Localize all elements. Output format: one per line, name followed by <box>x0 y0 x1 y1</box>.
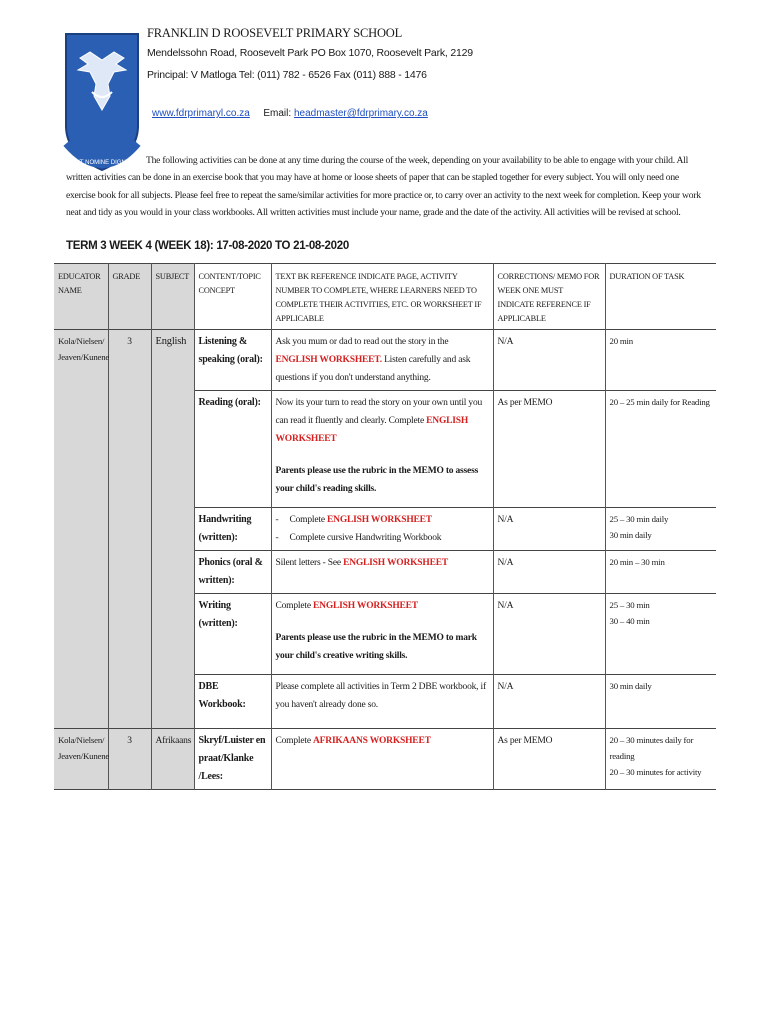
text-dbe: Please complete all activities in Term 2 DBE workbook, if you haven't already done so. <box>271 675 493 729</box>
email-label: Email: <box>263 108 292 119</box>
duration-handwriting: 25 – 30 min daily 30 min daily <box>605 508 716 551</box>
school-address: Mendelssohn Road, Roosevelt Park PO Box 1070, Roosevelt Park, 2129 <box>147 47 473 59</box>
header-topic: CONTENT/TOPIC CONCEPT <box>194 264 271 330</box>
memo-listening: N/A <box>493 330 605 391</box>
topic-phonics: Phonics (oral & written): <box>194 551 271 594</box>
topic-listening: Listening & speaking (oral): <box>194 330 271 391</box>
topic-writing: Writing (written): <box>194 594 271 675</box>
topic-dbe: DBE Workbook: <box>194 675 271 729</box>
worksheet-ref: AFRIKAANS WORKSHEET <box>313 736 431 746</box>
topic-reading: Reading (oral): <box>194 391 271 508</box>
english-grade: 3 <box>108 330 151 729</box>
header-subject: SUBJECT <box>151 264 194 330</box>
afrikaans-subject: Afrikaans <box>151 729 194 790</box>
header-text: TEXT BK REFERENCE INDICATE PAGE, ACTIVITY NUMBER TO COMPLETE, WHERE LEARNERS NEED TO COMPLETE THEIR ACTIVITIES, ETC. OR WORKSHEET IF APPLICABLE <box>271 264 493 330</box>
topic-handwriting: Handwriting (written): <box>194 508 271 551</box>
text-writing: Complete ENGLISH WORKSHEET Parents please use the rubric in the MEMO to mark your child's creative writing skills. <box>271 594 493 675</box>
duration-listening: 20 min <box>605 330 716 391</box>
worksheet-ref: ENGLISH WORKSHEET <box>313 601 418 611</box>
text-reading: Now its your turn to read the story on your own until you can read it fluently and clearly. Complete ENGLISH WORKSHEET Parents please use the rubric in the MEMO to assess your child's reading skills. <box>271 391 493 508</box>
text-handwriting: - Complete ENGLISH WORKSHEET - Complete cursive Handwriting Workbook <box>271 508 493 551</box>
memo-phonics: N/A <box>493 551 605 594</box>
worksheet-ref: ENGLISH WORKSHEET <box>343 558 448 568</box>
text-listening: Ask you mum or dad to read out the story in the ENGLISH WORKSHEET. Listen carefully and ask questions if you don't understand anything. <box>271 330 493 391</box>
header-duration: DURATION OF TASK <box>605 264 716 330</box>
table-row <box>54 330 716 391</box>
principal-contact: Principal: V Matloga Tel: (011) 782 - 6526 Fax (011) 888 - 1476 <box>147 69 427 81</box>
crest-motto: SIT NOMINE DIGNA <box>74 160 130 166</box>
memo-writing: N/A <box>493 594 605 675</box>
table-row <box>54 729 716 790</box>
worksheet-ref: ENGLISH WORKSHEET <box>327 515 432 525</box>
english-subject: English <box>151 330 194 729</box>
worksheet-ref: ENGLISH WORKSHEET. <box>275 355 382 365</box>
header-educator: EDUCATOR NAME <box>54 264 108 330</box>
table-header-row <box>54 264 716 330</box>
duration-phonics: 20 min – 30 min <box>605 551 716 594</box>
memo-reading: As per MEMO <box>493 391 605 508</box>
duration-reading: 20 – 25 min daily for Reading <box>605 391 716 508</box>
memo-afrikaans: As per MEMO <box>493 729 605 790</box>
activities-table <box>54 263 716 790</box>
afrikaans-educator: Kola/Nielsen/ Jeaven/Kunene <box>54 729 108 790</box>
term-heading: TERM 3 WEEK 4 (WEEK 18): 17-08-2020 TO 21-08-2020 <box>66 240 349 252</box>
intro-paragraph: The following activities can be done at any time during the course of the week, depending on your availability to be able to engage with your child. All written activities can be done in an exercise book that you may have at home or loose sheets of paper that can be stapled together for every subject. You will only need one exercise book for all subjects. Please feel free to repeat the same/similar activities for more practice or, to carry over an activity to the next week for completion. Keep your work neat and tidy as you would in your class workbooks. All written activities must include your name, grade and the date of the activity. All activities will be revised at school. <box>66 154 701 219</box>
english-educator: Kola/Nielsen/ Jeaven/Kunene <box>54 330 108 729</box>
school-name: FRANKLIN D ROOSEVELT PRIMARY SCHOOL <box>147 26 403 40</box>
header-memo: CORRECTIONS/ MEMO FOR WEEK ONE MUST INDICATE REFERENCE IF APPLICABLE <box>493 264 605 330</box>
reading-note: Parents please use the rubric in the MEMO to assess your child's reading skills. <box>275 466 479 494</box>
writing-note: Parents please use the rubric in the MEMO to mark your child's creative writing skills. <box>275 633 477 661</box>
duration-writing: 25 – 30 min 30 – 40 min <box>605 594 716 675</box>
duration-afrikaans: 20 – 30 minutes daily for reading 20 – 30 minutes for activity <box>605 729 716 790</box>
website-link[interactable]: www.fdrprimaryl.co.za <box>152 108 250 119</box>
memo-handwriting: N/A <box>493 508 605 551</box>
afrikaans-grade: 3 <box>108 729 151 790</box>
topic-afrikaans: Skryf/Luister en praat/Klanke /Lees: <box>194 729 271 790</box>
email-link[interactable]: headmaster@fdrprimary.co.za <box>293 108 428 119</box>
memo-dbe: N/A <box>493 675 605 729</box>
letterhead <box>147 24 473 86</box>
text-afrikaans: Complete AFRIKAANS WORKSHEET <box>271 729 493 790</box>
contact-links <box>152 108 428 119</box>
header-grade: GRADE <box>108 264 151 330</box>
worksheet-ref: ENGLISH WORKSHEET <box>275 416 469 444</box>
text-phonics: Silent letters - See ENGLISH WORKSHEET <box>271 551 493 594</box>
duration-dbe: 30 min daily <box>605 675 716 729</box>
